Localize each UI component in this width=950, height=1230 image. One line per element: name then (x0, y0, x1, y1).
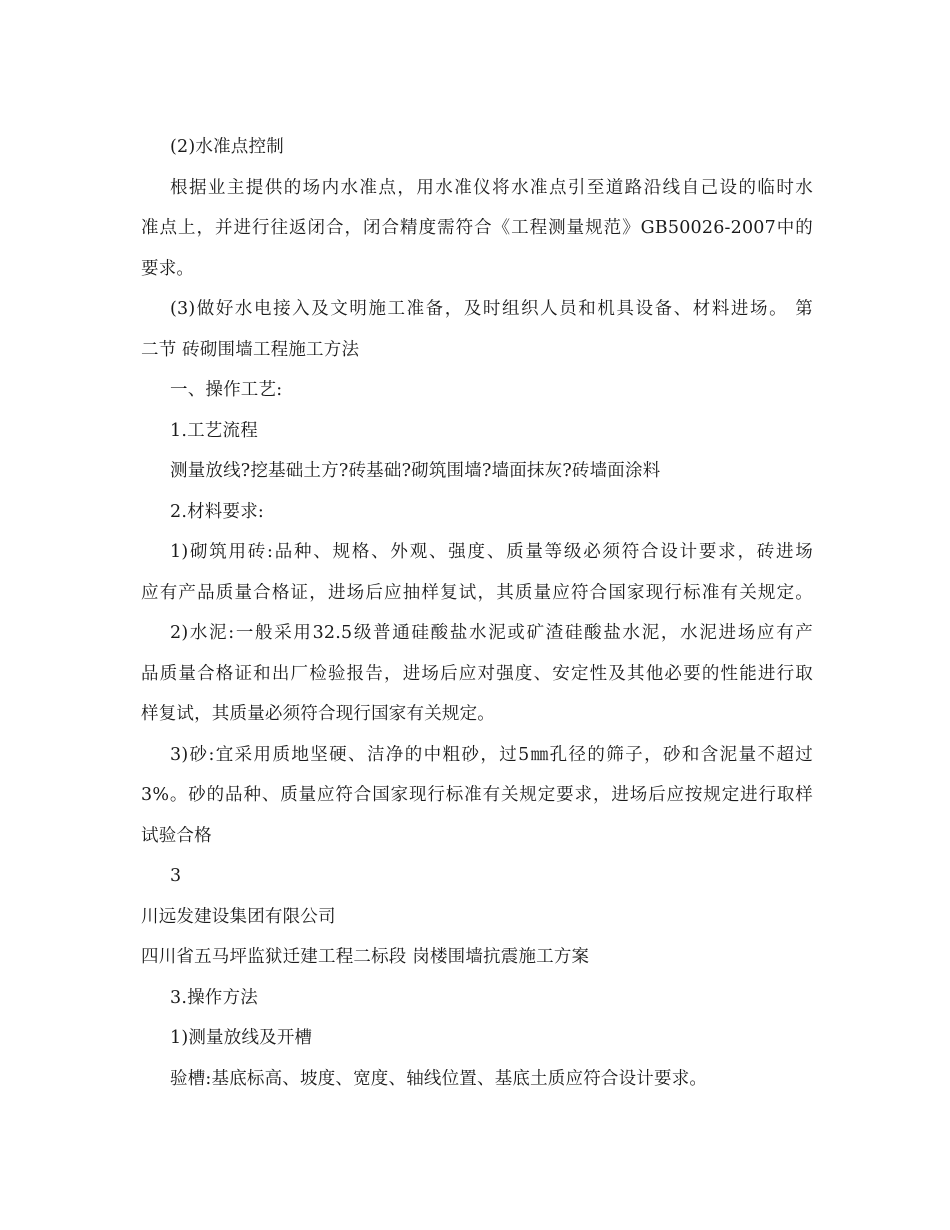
paragraph-line: 3)砂:宜采用质地坚硬、洁净的中粗砂，过5㎜孔径的筛子，砂和含泥量不超过 (170, 744, 813, 765)
paragraph-line: 准点上，并进行往返闭合，闭合精度需符合《工程测量规范》GB50026-2007中的 (141, 218, 813, 238)
paragraph-line: 2)水泥:一般采用32.5级普通硅酸盐水泥或矿渣硅酸盐水泥，水泥进场应有产 (170, 623, 813, 643)
paragraph-heading: (2)水准点控制 (170, 137, 284, 157)
paragraph-line: (3)做好水电接入及文明施工准备，及时组织人员和机具设备、材料进场。 第 (170, 299, 813, 319)
item-heading: 3.操作方法 (170, 987, 258, 1008)
paragraph-line: 样复试，其质量必须符合现行国家有关规定。 (141, 704, 495, 724)
page-footer-line: 3 (170, 866, 182, 886)
paragraph-line: 验槽:基底标高、坡度、宽度、轴线位置、基底土质应符合设计要求。 (170, 1068, 708, 1089)
paragraph-line: 试验合格 (141, 825, 212, 846)
document-header: 四川省五马坪监狱迁建工程二标段 岗楼围墙抗震施工方案 (141, 947, 590, 967)
item-heading: 1.工艺流程 (170, 420, 258, 441)
paragraph-line: 测量放线?挖基础土方?砖基础?砌筑围墙?墙面抹灰?砖墙面涂料 (170, 461, 661, 481)
paragraph-line: 应有产品质量合格证，进场后应抽样复试，其质量应符合国家现行标准有关规定。 (141, 582, 813, 603)
section-heading: 二节 砖砌围墙工程施工方法 (141, 339, 360, 360)
paragraph-line: 要求。 (141, 258, 195, 279)
item-heading: 2.材料要求: (170, 501, 264, 522)
paragraph-line: 品质量合格证和出厂检验报告，进场后应对强度、安定性及其他必要的性能进行取 (141, 663, 813, 684)
document-body (141, 127, 813, 1099)
item-heading: 1)测量放线及开槽 (170, 1028, 313, 1048)
paragraph-line: 1)砌筑用砖:品种、规格、外观、强度、质量等级必须符合设计要求，砖进场 (170, 542, 813, 562)
paragraph-line: 3%。砂的品种、质量应符合国家现行标准有关规定要求，进场后应按规定进行取样 (141, 785, 813, 805)
company-name: 川远发建设集团有限公司 (141, 906, 336, 927)
paragraph-line: 根据业主提供的场内水准点，用水准仪将水准点引至道路沿线自己设的临时水 (170, 177, 813, 198)
subsection-heading: 一、操作工艺: (170, 380, 283, 400)
